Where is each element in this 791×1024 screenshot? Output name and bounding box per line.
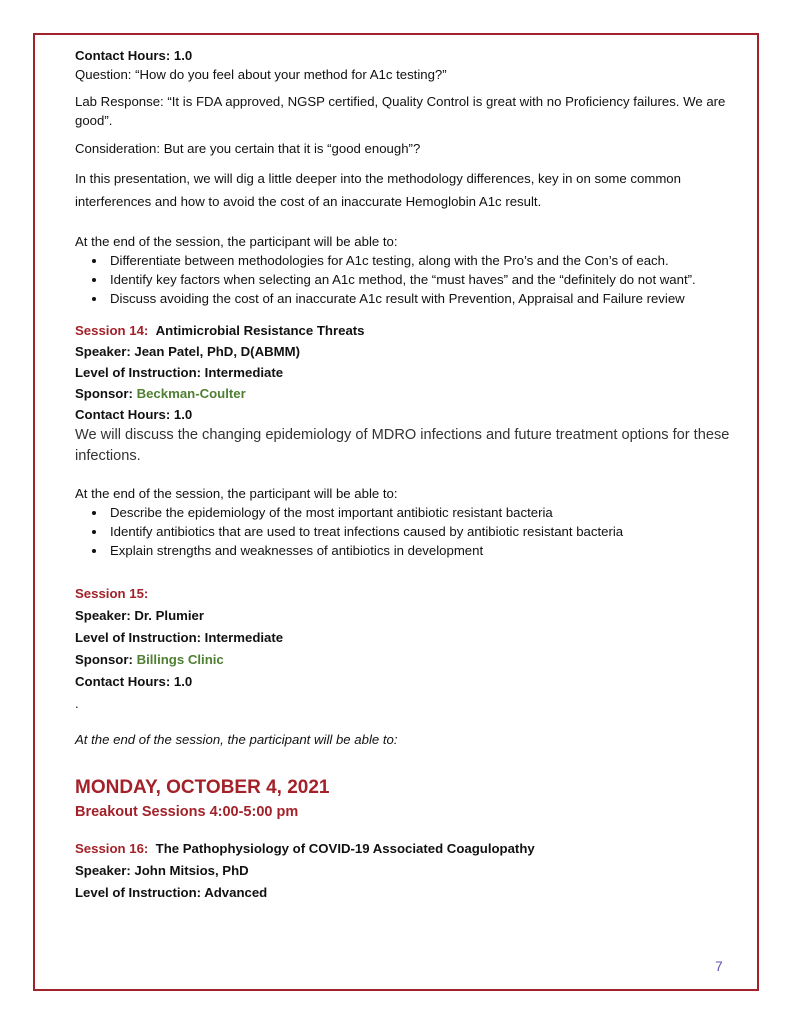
- breakout-heading: Breakout Sessions 4:00-5:00 pm: [75, 804, 299, 820]
- s15-sponsor: [75, 649, 735, 671]
- s13-contact-hours: Contact Hours: 1.0: [75, 48, 193, 63]
- s14-level: Level of Instruction: Intermediate: [75, 365, 284, 380]
- s15-sponsor-label: Sponsor:: [75, 652, 133, 667]
- s16-label: Session 16:: [75, 841, 149, 856]
- page-number: 7: [715, 958, 723, 974]
- s13-lab-response: Lab Response: “It is FDA approved, NGSP certified, Quality Control is great with no Proficiency failures. We are good”.: [75, 94, 726, 128]
- s14-objectives-intro: At the end of the session, the participant will be able to:: [75, 486, 398, 501]
- s15-speaker: Speaker: Dr. Plumier: [75, 608, 205, 623]
- list-item: • Identify key factors when selecting an A1c method, the “must haves” and the “definitely do not want”.: [107, 270, 735, 289]
- s14-speaker: Speaker: Jean Patel, PhD, D(ABMM): [75, 344, 300, 359]
- session-15-section: [75, 583, 735, 749]
- s16-level: Level of Instruction: Advanced: [75, 885, 268, 900]
- s14-sponsor-label: Sponsor:: [75, 386, 133, 401]
- s13-objectives-intro: At the end of the session, the participant will be able to:: [75, 234, 398, 249]
- s13-objectives-list: [75, 251, 735, 308]
- s16-heading: [75, 838, 735, 860]
- day-heading: MONDAY, OCTOBER 4, 2021: [75, 777, 330, 798]
- s15-sponsor-name: Billings Clinic: [136, 652, 224, 667]
- s16-title: The Pathophysiology of COVID-19 Associated Coagulopathy: [155, 841, 535, 856]
- session-16-section: [75, 838, 735, 904]
- s15-label: Session 15:: [75, 586, 149, 601]
- s14-sponsor-name: Beckman-Coulter: [136, 386, 246, 401]
- s14-contact-hours: Contact Hours: 1.0: [75, 407, 193, 422]
- s15-contact-hours: Contact Hours: 1.0: [75, 674, 193, 689]
- document-body: [75, 46, 735, 904]
- s14-title: Antimicrobial Resistance Threats: [155, 323, 365, 338]
- list-item: • Differentiate between methodologies for A1c testing, along with the Pro’s and the Con’s of each.: [107, 251, 735, 270]
- s15-objectives-intro: At the end of the session, the participant will be able to:: [75, 732, 398, 747]
- list-item: • Explain strengths and weaknesses of antibiotics in development: [107, 541, 735, 560]
- monday-section: [75, 775, 735, 823]
- list-item: • Describe the epidemiology of the most important antibiotic resistant bacteria: [107, 503, 735, 522]
- list-item: • Discuss avoiding the cost of an inaccurate A1c result with Prevention, Appraisal and Failure review: [107, 289, 735, 308]
- list-item: • Identify antibiotics that are used to treat infections caused by antibiotic resistant bacteria: [107, 522, 735, 541]
- s15-dot: .: [75, 696, 79, 711]
- s13-consideration: Consideration: But are you certain that it is “good enough”?: [75, 141, 421, 156]
- s14-description: We will discuss the changing epidemiology of MDRO infections and future treatment options for these infections.: [75, 427, 730, 464]
- s14-sponsor: [75, 383, 735, 404]
- s13-presentation: In this presentation, we will dig a little deeper into the methodology differences, key in on some common interferences and how to avoid the cost of an inaccurate Hemoglobin A1c result.: [75, 171, 681, 209]
- session-14-section: [75, 320, 735, 560]
- s13-question: Question: “How do you feel about your method for A1c testing?”: [75, 67, 447, 82]
- s15-level: Level of Instruction: Intermediate: [75, 630, 284, 645]
- s14-objectives-list: [75, 503, 735, 560]
- session-13-section: [75, 46, 735, 308]
- s14-label: Session 14:: [75, 323, 149, 338]
- s16-speaker: Speaker: John Mitsios, PhD: [75, 863, 249, 878]
- s14-heading: [75, 320, 735, 341]
